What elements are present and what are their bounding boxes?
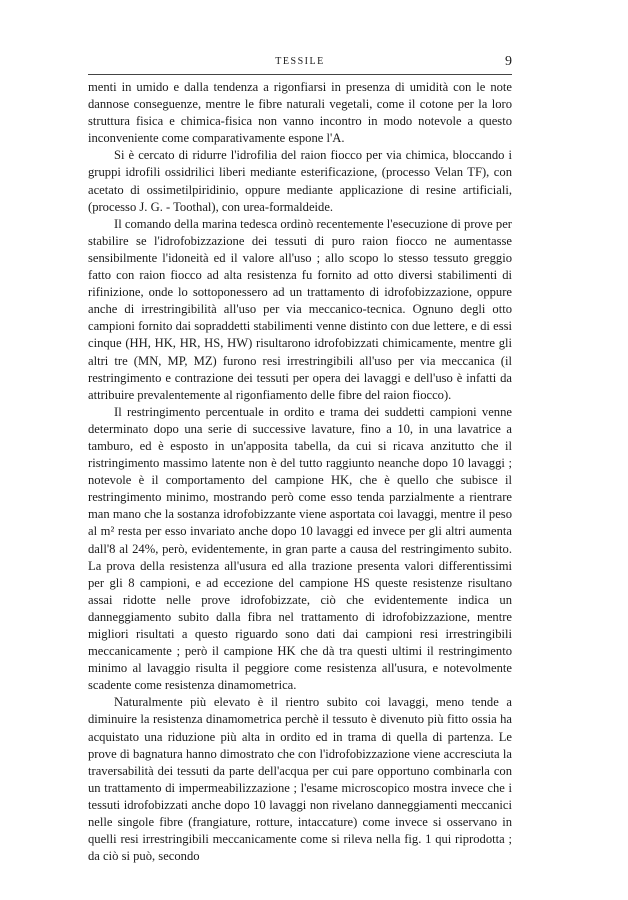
paragraph-5: Naturalmente più elevato è il rientro subito coi lavaggi, meno tende a diminuire la resistenza dinamometrica perchè il tessuto è divenuto più fitto ossia ha acquistato una riduzione più alta in ordito ed in trama di quella di partenza. Le prove di bagnatura hanno dimostrato che con l'idrofobizzazione viene accresciuta la traversabilità dei tessuti da parte dell'acqua per cui pare opportuno combinarla con un trattamento di impermeabilizzazione ; l'esame microscopico mostra invece che i tessuti idrofobizzati anche dopo 10 lavaggi non rivelano danneggiamenti meccanici nelle singole fibre (frangiature, rotture, intaccature) come invece si osservano in quelli resi irrestringibili meccanicamente come si rileva nella fig. 1 qui riprodotta ; da ciò si può, secondo (88, 695, 512, 864)
header-rule (88, 74, 512, 75)
paragraph-4: Il restringimento percentuale in ordito e trama dei suddetti campioni venne determinato dopo una serie di successive lavature, fino a 10, in una lavatrice a tamburo, ed è esposto in un'apposita tabella, da cui si ricava anzitutto che il ristringimento massimo latente non è del tutto raggiunto neanche dopo 10 lavaggi ; notevole è il comportamento del campione HK, che è quello che subisce il restringimento minimo, mostrando però come esso tenda parzialmente a rientrare man mano che la sostanza idrofobizzante viene asportata coi lavaggi, mentre il peso al m² resta per esso invariato anche dopo 10 lavaggi ed invece per gli altri aumenta dall'8 al 24%, però, evidentemente, in gran parte a causa del restringimento subito. La prova della resistenza all'usura ed alla trazione presenta valori differentissimi per gli 8 campioni, e ad eccezione del campione HS queste resistenze risultano assai ridotte nelle prove idrofobizzate, ciò che evidentemente indica un danneggiamento subito dalla fibra nel trattamento di idrofobizzazione, mentre migliori risultati a questo riguardo sono dati dai campioni resi irrestringibili meccanicamente ; però il campione HK che dà tra questi ultimi il restringimento minimo al lavaggio risulta il peggiore come resistenza all'usura, e notevolmente scadente come resistenza dinamometrica. (88, 404, 512, 693)
article-body (88, 79, 512, 865)
paragraph-3: Il comando della marina tedesca ordinò recentemente l'esecuzione di prove per stabilire se l'idrofobizzazione dei tessuti di puro raion fiocco ne aumentasse sensibilmente l'idoneità ed il valore all'uso ; allo scopo lo stesso tessuto greggio fatto con raion fiocco ad alta resistenza fu fornito ad otto diversi stabilimenti di rifinizione, onde lo sottoponessero ad un trattamento di idrofobizzazione, oppure anche di irrestringibilità all'uso per via meccanico-tecnica. Ognuno degli otto campioni fornito dai sopraddetti stabilimenti venne distinto con due lettere, e di essi cinque (HH, HK, HR, HS, HW) risultarono idrofobizzati chimicamente, mentre gli altri tre (MN, MP, MZ) furono resi irrestringibili all'uso per via meccanica (il restringimento e contrazione dei tessuti per opera dei lavaggi e dell'uso è infatti da attribuire prevalentemente al rigonfiamento delle fibre del raion fiocco). (88, 216, 512, 402)
paragraph-2: Si è cercato di ridurre l'idrofilia del raion fiocco per via chimica, bloccando i gruppi idrofili ossidrilici liberi mediante esterificazione, (processo Velan TF), con acetato di ossimetilpiridinio, oppure mediante applicazione di resine artificiali, (processo J. G. - Toothal), con urea-formaldeide. (88, 148, 512, 214)
page-header (88, 54, 512, 74)
running-title: TESSILE (275, 56, 325, 67)
paragraph-1: menti in umido e dalla tendenza a rigonfiarsi in presenza di umidità con le note dannose conseguenze, mentre le fibre naturali vegetali, come il cotone per la loro struttura fisica e chimica-fisica non vanno incontro in modo notevole a questo inconveniente come comparativamente espone l'A. (88, 80, 512, 146)
page-number: 9 (505, 54, 512, 69)
